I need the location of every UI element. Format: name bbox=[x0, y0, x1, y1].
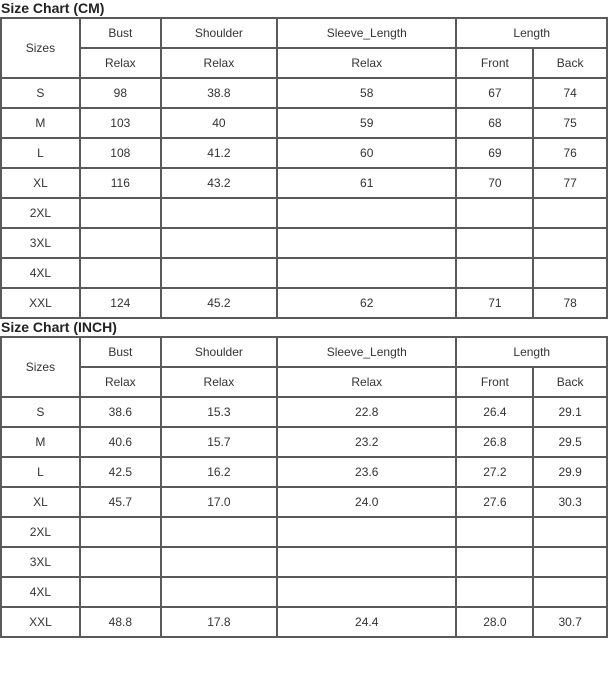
bust-cell: 42.5 bbox=[80, 457, 161, 487]
shoulder-cell: 38.8 bbox=[161, 78, 277, 108]
shoulder-cell: 15.3 bbox=[161, 397, 277, 427]
bust-cell: 38.6 bbox=[80, 397, 161, 427]
shoulder-cell: 17.8 bbox=[161, 607, 277, 637]
subheader-sleeve: Relax bbox=[277, 367, 457, 397]
front-cell: 26.8 bbox=[456, 427, 533, 457]
table-row bbox=[1, 607, 607, 637]
front-cell bbox=[456, 198, 533, 228]
table-row bbox=[1, 258, 607, 288]
front-cell: 67 bbox=[456, 78, 533, 108]
shoulder-cell: 45.2 bbox=[161, 288, 277, 318]
sleeve-cell: 24.0 bbox=[277, 487, 457, 517]
sleeve-cell: 23.6 bbox=[277, 457, 457, 487]
sleeve-cell bbox=[277, 517, 457, 547]
size-chart-cm-table bbox=[0, 17, 608, 319]
bust-cell bbox=[80, 258, 161, 288]
size-cell: 3XL bbox=[1, 547, 80, 577]
bust-cell: 108 bbox=[80, 138, 161, 168]
back-cell bbox=[533, 228, 607, 258]
front-cell: 28.0 bbox=[456, 607, 533, 637]
front-cell: 68 bbox=[456, 108, 533, 138]
subheader-shoulder: Relax bbox=[161, 48, 277, 78]
sleeve-cell bbox=[277, 228, 457, 258]
header-length: Length bbox=[456, 18, 607, 48]
size-cell: 4XL bbox=[1, 258, 80, 288]
sleeve-cell: 61 bbox=[277, 168, 457, 198]
front-cell: 26.4 bbox=[456, 397, 533, 427]
size-cell: XXL bbox=[1, 607, 80, 637]
header-sleeve-length: Sleeve_Length bbox=[277, 18, 457, 48]
back-cell: 76 bbox=[533, 138, 607, 168]
subheader-sleeve: Relax bbox=[277, 48, 457, 78]
bust-cell: 45.7 bbox=[80, 487, 161, 517]
front-cell bbox=[456, 577, 533, 607]
shoulder-cell: 15.7 bbox=[161, 427, 277, 457]
back-cell: 75 bbox=[533, 108, 607, 138]
subheader-front: Front bbox=[456, 48, 533, 78]
front-cell: 69 bbox=[456, 138, 533, 168]
back-cell: 29.5 bbox=[533, 427, 607, 457]
table-row bbox=[1, 288, 607, 318]
header-bust: Bust bbox=[80, 18, 161, 48]
front-cell: 70 bbox=[456, 168, 533, 198]
table-row bbox=[1, 517, 607, 547]
sleeve-cell: 58 bbox=[277, 78, 457, 108]
front-cell bbox=[456, 547, 533, 577]
shoulder-cell bbox=[161, 198, 277, 228]
size-cell: XXL bbox=[1, 288, 80, 318]
subheader-front: Front bbox=[456, 367, 533, 397]
back-cell: 30.3 bbox=[533, 487, 607, 517]
subheader-back: Back bbox=[533, 367, 607, 397]
size-cell: 2XL bbox=[1, 198, 80, 228]
bust-cell: 98 bbox=[80, 78, 161, 108]
size-cell: M bbox=[1, 108, 80, 138]
header-bust: Bust bbox=[80, 337, 161, 367]
sleeve-cell bbox=[277, 547, 457, 577]
sleeve-cell: 24.4 bbox=[277, 607, 457, 637]
sleeve-cell: 59 bbox=[277, 108, 457, 138]
size-chart-inch-title: Size Chart (INCH) bbox=[1, 319, 117, 335]
table-row bbox=[1, 198, 607, 228]
table-header-row bbox=[1, 18, 607, 48]
subheader-bust: Relax bbox=[80, 48, 161, 78]
table-row bbox=[1, 487, 607, 517]
table-row bbox=[1, 577, 607, 607]
front-cell bbox=[456, 228, 533, 258]
front-cell: 71 bbox=[456, 288, 533, 318]
bust-cell: 40.6 bbox=[80, 427, 161, 457]
bust-cell bbox=[80, 577, 161, 607]
subheader-back: Back bbox=[533, 48, 607, 78]
shoulder-cell bbox=[161, 517, 277, 547]
shoulder-cell bbox=[161, 547, 277, 577]
bust-cell: 124 bbox=[80, 288, 161, 318]
header-sizes: Sizes bbox=[1, 18, 80, 78]
size-cell: M bbox=[1, 427, 80, 457]
shoulder-cell bbox=[161, 258, 277, 288]
back-cell bbox=[533, 258, 607, 288]
size-cell: 2XL bbox=[1, 517, 80, 547]
back-cell: 30.7 bbox=[533, 607, 607, 637]
sleeve-cell bbox=[277, 258, 457, 288]
table-row bbox=[1, 78, 607, 108]
shoulder-cell: 17.0 bbox=[161, 487, 277, 517]
bust-cell bbox=[80, 547, 161, 577]
table-header-row bbox=[1, 337, 607, 367]
table-row bbox=[1, 457, 607, 487]
table-subheader-row bbox=[1, 48, 607, 78]
shoulder-cell bbox=[161, 577, 277, 607]
bust-cell: 103 bbox=[80, 108, 161, 138]
header-length: Length bbox=[456, 337, 607, 367]
shoulder-cell: 43.2 bbox=[161, 168, 277, 198]
table-row bbox=[1, 168, 607, 198]
subheader-shoulder: Relax bbox=[161, 367, 277, 397]
table-row bbox=[1, 108, 607, 138]
sleeve-cell: 22.8 bbox=[277, 397, 457, 427]
table-row bbox=[1, 138, 607, 168]
size-chart-cm-title: Size Chart (CM) bbox=[1, 0, 105, 16]
size-cell: L bbox=[1, 457, 80, 487]
sleeve-cell bbox=[277, 198, 457, 228]
back-cell bbox=[533, 517, 607, 547]
back-cell: 77 bbox=[533, 168, 607, 198]
back-cell bbox=[533, 198, 607, 228]
subheader-bust: Relax bbox=[80, 367, 161, 397]
table-row bbox=[1, 228, 607, 258]
table-row bbox=[1, 547, 607, 577]
table-row bbox=[1, 397, 607, 427]
back-cell: 29.9 bbox=[533, 457, 607, 487]
front-cell: 27.6 bbox=[456, 487, 533, 517]
sleeve-cell bbox=[277, 577, 457, 607]
front-cell bbox=[456, 517, 533, 547]
back-cell bbox=[533, 547, 607, 577]
bust-cell: 48.8 bbox=[80, 607, 161, 637]
shoulder-cell: 41.2 bbox=[161, 138, 277, 168]
sleeve-cell: 23.2 bbox=[277, 427, 457, 457]
front-cell bbox=[456, 258, 533, 288]
bust-cell bbox=[80, 517, 161, 547]
bust-cell bbox=[80, 228, 161, 258]
bust-cell bbox=[80, 198, 161, 228]
header-sizes: Sizes bbox=[1, 337, 80, 397]
table-row bbox=[1, 427, 607, 457]
back-cell: 29.1 bbox=[533, 397, 607, 427]
size-cell: 3XL bbox=[1, 228, 80, 258]
size-cell: XL bbox=[1, 168, 80, 198]
size-cell: 4XL bbox=[1, 577, 80, 607]
bust-cell: 116 bbox=[80, 168, 161, 198]
size-cell: L bbox=[1, 138, 80, 168]
front-cell: 27.2 bbox=[456, 457, 533, 487]
size-cell: XL bbox=[1, 487, 80, 517]
shoulder-cell: 16.2 bbox=[161, 457, 277, 487]
size-cell: S bbox=[1, 78, 80, 108]
header-shoulder: Shoulder bbox=[161, 18, 277, 48]
sleeve-cell: 60 bbox=[277, 138, 457, 168]
sleeve-cell: 62 bbox=[277, 288, 457, 318]
size-chart-inch-table bbox=[0, 336, 608, 638]
shoulder-cell bbox=[161, 228, 277, 258]
header-shoulder: Shoulder bbox=[161, 337, 277, 367]
table-subheader-row bbox=[1, 367, 607, 397]
size-cell: S bbox=[1, 397, 80, 427]
back-cell: 78 bbox=[533, 288, 607, 318]
header-sleeve-length: Sleeve_Length bbox=[277, 337, 457, 367]
back-cell: 74 bbox=[533, 78, 607, 108]
shoulder-cell: 40 bbox=[161, 108, 277, 138]
back-cell bbox=[533, 577, 607, 607]
